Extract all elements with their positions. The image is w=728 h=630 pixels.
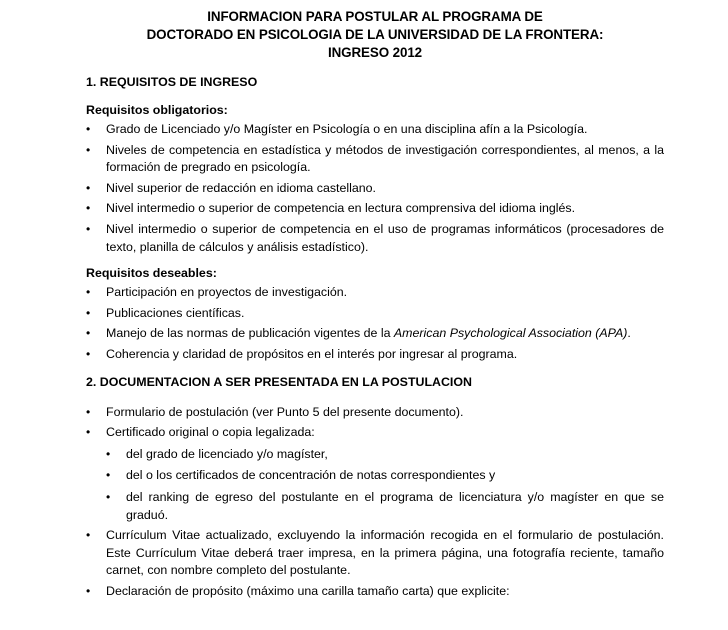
bullet-icon: • — [86, 122, 91, 136]
desirable-requirements-list — [86, 284, 664, 363]
bullet-icon: • — [86, 180, 91, 195]
list-item: • del ranking de egreso del postulante en el programa de licenciatura y/o magíster en que se graduó. — [106, 489, 664, 522]
bullet-icon: • — [86, 305, 91, 320]
bullet-icon: • — [86, 326, 91, 341]
section-2-heading: 2. DOCUMENTACION A SER PRESENTADA EN LA POSTULACION — [86, 374, 472, 389]
list-item: • Manejo de las normas de publicación vigentes de la American Psychological Association (APA). — [86, 325, 664, 343]
bullet-icon: • — [86, 425, 91, 440]
title-line-2: DOCTORADO EN PSICOLOGIA DE LA UNIVERSIDAD DE LA FRONTERA: — [146, 27, 604, 42]
list-item: • Nivel intermedio o superior de competencia en el uso de programas informáticos (procesadores de texto, planilla de cálculos y análisis estadístico). — [86, 221, 664, 254]
list-item: • Formulario de postulación (ver Punto 5 del presente documento). — [86, 404, 664, 422]
section-1-heading: 1. REQUISITOS DE INGRESO — [86, 75, 258, 89]
bullet-icon: • — [86, 528, 91, 543]
title-line-1: INFORMACION PARA POSTULAR AL PROGRAMA DE — [207, 9, 543, 24]
list-item: • Grado de Licenciado y/o Magíster en Psicología o en una disciplina afín a la Psicología. — [86, 121, 664, 139]
list-item: • Currículum Vitae actualizado, excluyendo la información recogida en el formulario de postulación. Este Currículum Vitae deberá traer impresa, en la primera página, una fotografía reciente, tamaño carnet, con nombre completo del postulante. — [86, 528, 664, 578]
list-item: • del grado de licenciado y/o magíster, — [86, 446, 664, 464]
list-item: • Niveles de competencia en estadística y métodos de investigación correspondientes, al menos, a la formación de pregrado en psicología. — [86, 142, 664, 175]
bullet-icon: • — [86, 221, 91, 236]
bullet-icon: • — [86, 346, 91, 361]
bullet-icon: • — [106, 446, 111, 461]
list-item: • Nivel intermedio o superior de competencia en lectura comprensiva del idioma inglés. — [86, 200, 664, 218]
list-item: • del o los certificados de concentración de notas correspondientes y — [86, 467, 664, 485]
bullet-icon: • — [86, 142, 91, 157]
documentation-list-continued — [86, 527, 664, 600]
list-item: • Coherencia y claridad de propósitos en el interés por ingresar al programa. — [86, 346, 664, 364]
list-item: • Certificado original o copia legalizada: — [86, 424, 664, 442]
bullet-icon: • — [106, 468, 111, 483]
bullet-icon: • — [86, 583, 91, 598]
document-title — [86, 8, 664, 62]
title-line-3: INGRESO 2012 — [327, 45, 423, 60]
desirable-requirements-heading: Requisitos deseables: — [86, 266, 217, 281]
mandatory-requirements-heading: Requisitos obligatorios: — [86, 103, 228, 117]
document-page — [86, 8, 664, 600]
mandatory-requirements-list — [86, 121, 664, 256]
list-item: • Declaración de propósito (máximo una carilla tamaño carta) que explicite: — [86, 583, 664, 601]
list-item: • Participación en proyectos de investigación. — [86, 284, 664, 302]
documentation-list — [86, 404, 664, 442]
bullet-icon: • — [86, 201, 91, 216]
list-item: • Publicaciones científicas. — [86, 305, 664, 323]
certificate-sublist — [86, 446, 664, 524]
list-item: • Nivel superior de redacción en idioma castellano. — [86, 180, 664, 198]
bullet-icon: • — [106, 489, 111, 504]
bullet-icon: • — [86, 404, 91, 419]
apa-reference: American Psychological Association (APA) — [393, 326, 628, 341]
bullet-icon: • — [86, 285, 91, 300]
